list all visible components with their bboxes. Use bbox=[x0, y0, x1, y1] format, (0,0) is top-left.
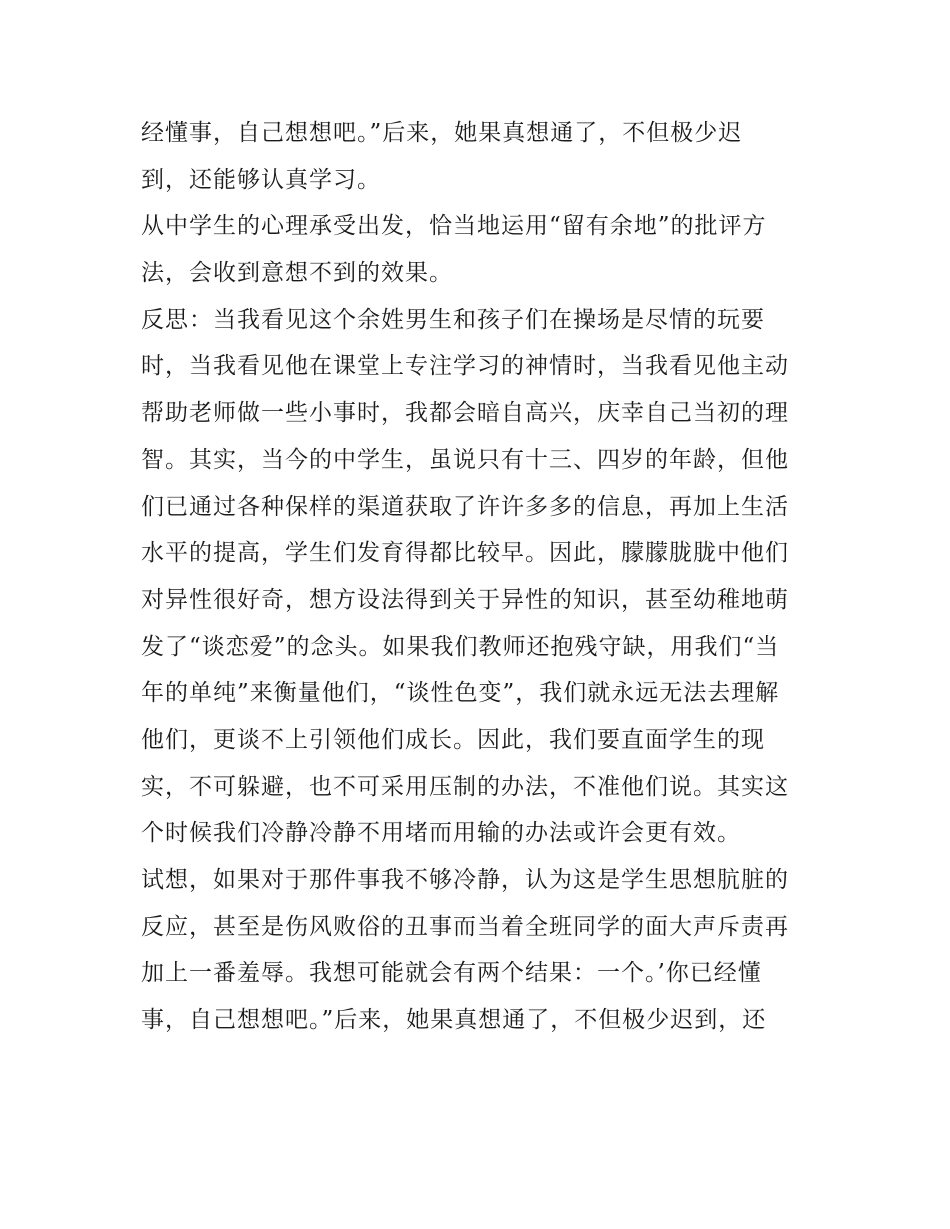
body-text bbox=[141, 110, 821, 1044]
text-line: 个时候我们冷静冷静不用堵而用输的办法或许会更有效。 bbox=[141, 820, 741, 847]
text-line: 他们，更谈不上引领他们成长。因此，我们要直面学生的现 bbox=[141, 726, 765, 753]
text-line: 对异性很好奇，想方设法得到关于异性的知识，甚至幼稚地萌 bbox=[141, 586, 789, 613]
text-line: 加上一番羞辱。我想可能就会有两个结果：一个。’你已经懂 bbox=[141, 960, 762, 987]
text-line: 到，还能够认真学习。 bbox=[141, 166, 381, 193]
text-line: 反应，甚至是伤风败俗的丑事而当着全班同学的面大声斥责再 bbox=[141, 913, 789, 940]
text-line: 智。其实，当今的中学生，虽说只有十三、四岁的年龄，但他 bbox=[141, 446, 789, 473]
text-line: 年的单纯”来衡量他们，“谈性色变”，我们就永远无法去理解 bbox=[141, 680, 780, 707]
text-line: 时，当我看见他在课堂上专注学习的神情时，当我看见他主动 bbox=[141, 353, 789, 380]
text-line: 发了“谈恋爱”的念头。如果我们教师还抱残守缺，用我们“当 bbox=[141, 633, 780, 660]
text-line: 反思：当我看见这个余姓男生和孩子们在操场是尽情的玩要 bbox=[141, 306, 765, 333]
text-line: 实，不可躲避，也不可采用压制的办法，不准他们说。其实这 bbox=[141, 773, 789, 800]
text-line: 事，自己想想吧。”后来，她果真想通了，不但极少迟到，还 bbox=[141, 1007, 767, 1034]
text-line: 水平的提高，学生们发育得都比较早。因此，朦朦胧胧中他们 bbox=[141, 540, 789, 567]
text-line: 从中学生的心理承受出发，恰当地运用“留有余地”的批评方 bbox=[141, 213, 767, 240]
text-line: 们已通过各种保样的渠道获取了许许多多的信息，再加上生活 bbox=[141, 493, 789, 520]
text-line: 法，会收到意想不到的效果。 bbox=[141, 260, 453, 287]
text-line: 试想，如果对于那件事我不够冷静，认为这是学生思想肮脏的 bbox=[141, 867, 789, 893]
text-line: 帮助老师做一些小事时，我都会暗自高兴，庆幸自己当初的理 bbox=[141, 400, 789, 427]
text-line: 经懂事，自己想想吧。”后来，她果真想通了，不但极少迟 bbox=[141, 120, 743, 146]
